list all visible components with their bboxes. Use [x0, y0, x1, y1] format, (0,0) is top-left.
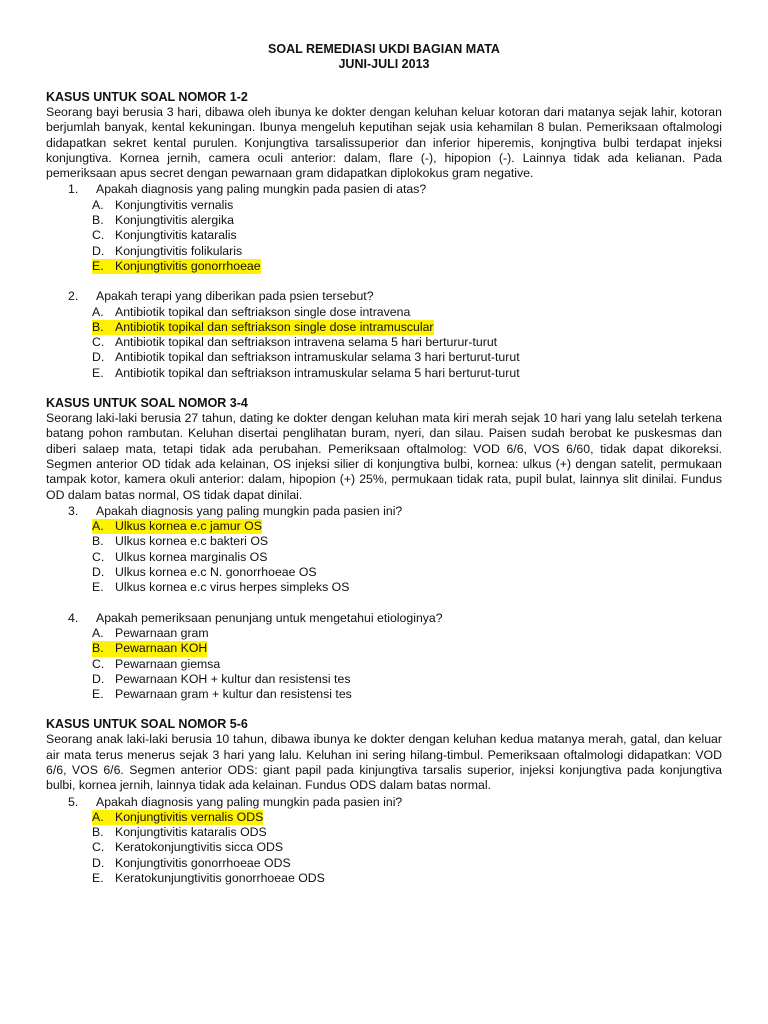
- case-title: KASUS UNTUK SOAL NOMOR 3-4: [46, 396, 248, 411]
- option: C. Pewarnaan giemsa: [92, 656, 221, 671]
- option: A. Pewarnaan gram: [92, 625, 209, 640]
- option-highlighted: E. Konjungtivitis gonorrhoeae: [92, 258, 261, 273]
- option: E. Keratokunjungtivitis gonorrhoeae ODS: [92, 871, 325, 886]
- document-page: [46, 42, 722, 886]
- case-5-6: [46, 717, 722, 886]
- case-3-4: [46, 396, 722, 702]
- option: E. Pewarnaan gram + kultur dan resistensi tes: [92, 687, 352, 702]
- option: A. Antibiotik topikal dan seftriakson single dose intravena: [92, 304, 411, 319]
- question-4: [46, 611, 722, 703]
- case-text: Seorang bayi berusia 3 hari, dibawa oleh ibunya ke dokter dengan keluhan keluar kotoran dari matanya sejak lahir, kotoran berjumlah banyak, kental kekuningan. Ibunya mengeluh keputihan sejak usia kehamilan 8 bulan. Pemeriksaan oftalmologi didapatkan sekret kental purulen. Konjungtiva tarsalissuperior dan inferior hiperemis, konjngtiva bulbi terdapat injeksi konjungtiva. Kornea jernih, camera oculi anterior: dalam, flare (-), hipopion (-). Lainnya tidak ada kelianan. Pada pemeriksaan apus secret dengan pewarnaan gram didapatkan diplokokus gram negative.: [46, 105, 722, 181]
- question-text: Apakah diagnosis yang paling mungkin pada pasien di atas?: [96, 182, 427, 197]
- question-number: 4.: [68, 610, 79, 625]
- option: B. Konjungtivitis alergika: [92, 213, 234, 228]
- question-number: 3.: [68, 503, 79, 518]
- question-text: Apakah terapi yang diberikan pada psien tersebut?: [96, 289, 374, 304]
- option: D. Ulkus kornea e.c N. gonorrhoeae OS: [92, 565, 317, 580]
- document-title: SOAL REMEDIASI UKDI BAGIAN MATA: [268, 42, 500, 56]
- option: B. Ulkus kornea e.c bakteri OS: [92, 534, 269, 549]
- option: B. Konjungtivitis kataralis ODS: [92, 825, 267, 840]
- question-text: Apakah diagnosis yang paling mungkin pada pasien ini?: [96, 794, 403, 809]
- option: D. Antibiotik topikal dan seftriakson intramuskular selama 3 hari berturut-turut: [92, 350, 520, 365]
- option: D. Konjungtivitis folikularis: [92, 243, 243, 258]
- option-highlighted: A. Ulkus kornea e.c jamur OS: [92, 519, 262, 534]
- question-text: Apakah pemeriksaan penunjang untuk mengetahui etiologinya?: [96, 610, 443, 625]
- option: A. Konjungtivitis vernalis: [92, 197, 234, 212]
- option: D. Pewarnaan KOH + kultur dan resistensi tes: [92, 671, 351, 686]
- case-1-2: [46, 90, 722, 381]
- option-highlighted: B. Pewarnaan KOH: [92, 641, 208, 656]
- option: C. Antibiotik topikal dan seftriakson intravena selama 5 hari berturur-turut: [92, 335, 498, 350]
- option-highlighted: A. Konjungtivitis vernalis ODS: [92, 809, 264, 824]
- question-text: Apakah diagnosis yang paling mungkin pada pasien ini?: [96, 503, 403, 518]
- question-number: 2.: [68, 289, 79, 304]
- option: E. Ulkus kornea e.c virus herpes simpleks OS: [92, 580, 350, 595]
- case-text: Seorang laki-laki berusia 27 tahun, dating ke dokter dengan keluhan mata kiri merah sejak 10 hari yang lalu setelah terkena batang pohon rambutan. Keluhan disertai penglihatan buram, nyeri, dan silau. Paisen sudah berobat ke puskesmas dan diberi salaep mata, tetapi tidak ada perubahan. Pemeriksaan oftalmolog: VOD 6/6, VOS 6/60, tidak dapat dikoreksi. Segmen anterior OD tidak ada kelainan, OS injeksi silier di konjungtiva bulbi, kornea: ulkus (+) dengan satelit, permukaan tampak kotor, kamera okuli anterior: dalam, hipopion (+) 25%, permukaan tidak rata, pupil bulat, lainnya slit dinilai. Fundus OD dalam batas normal, OS tidak dapat dinilai.: [46, 411, 722, 502]
- question-number: 5.: [68, 794, 79, 809]
- question-5: [46, 795, 722, 887]
- question-number: 1.: [68, 182, 79, 197]
- question-3: [46, 504, 722, 596]
- option: D. Konjungtivitis gonorrhoeae ODS: [92, 855, 291, 870]
- option-highlighted: B. Antibiotik topikal dan seftriakson single dose intramuscular: [92, 319, 434, 334]
- case-title: KASUS UNTUK SOAL NOMOR 1-2: [46, 90, 248, 104]
- case-text: Seorang anak laki-laki berusia 10 tahun, dibawa ibunya ke dokter dengan keluhan kedua matanya merah, gatal, dan keluar air mata terus menerus sejak 3 hari yang lalu. Keluhan ini sering hilang-timbul. Pemeriksaan oftalmologi didapatkan: VOD 6/6, VOS 6/6. Segmen anterior ODS: giant papil pada kinjungtiva tarsalis superior, injeksi konjungtiva pada konjungtiva bulbi, kornea jernih, lainnya tidak ada kelainan. Fundus ODS dalam batas normal.: [46, 732, 722, 793]
- question-1: [46, 182, 722, 274]
- option: E. Antibiotik topikal dan seftriakson intramuskular selama 5 hari berturut-turut: [92, 365, 520, 380]
- case-title: KASUS UNTUK SOAL NOMOR 5-6: [46, 717, 248, 732]
- option: C. Konjungtivitis kataralis: [92, 228, 237, 243]
- option: C. Keratokonjungtivitis sicca ODS: [92, 840, 284, 855]
- question-2: [46, 289, 722, 381]
- document-subtitle: JUNI-JULI 2013: [338, 57, 430, 71]
- option: C. Ulkus kornea marginalis OS: [92, 549, 268, 564]
